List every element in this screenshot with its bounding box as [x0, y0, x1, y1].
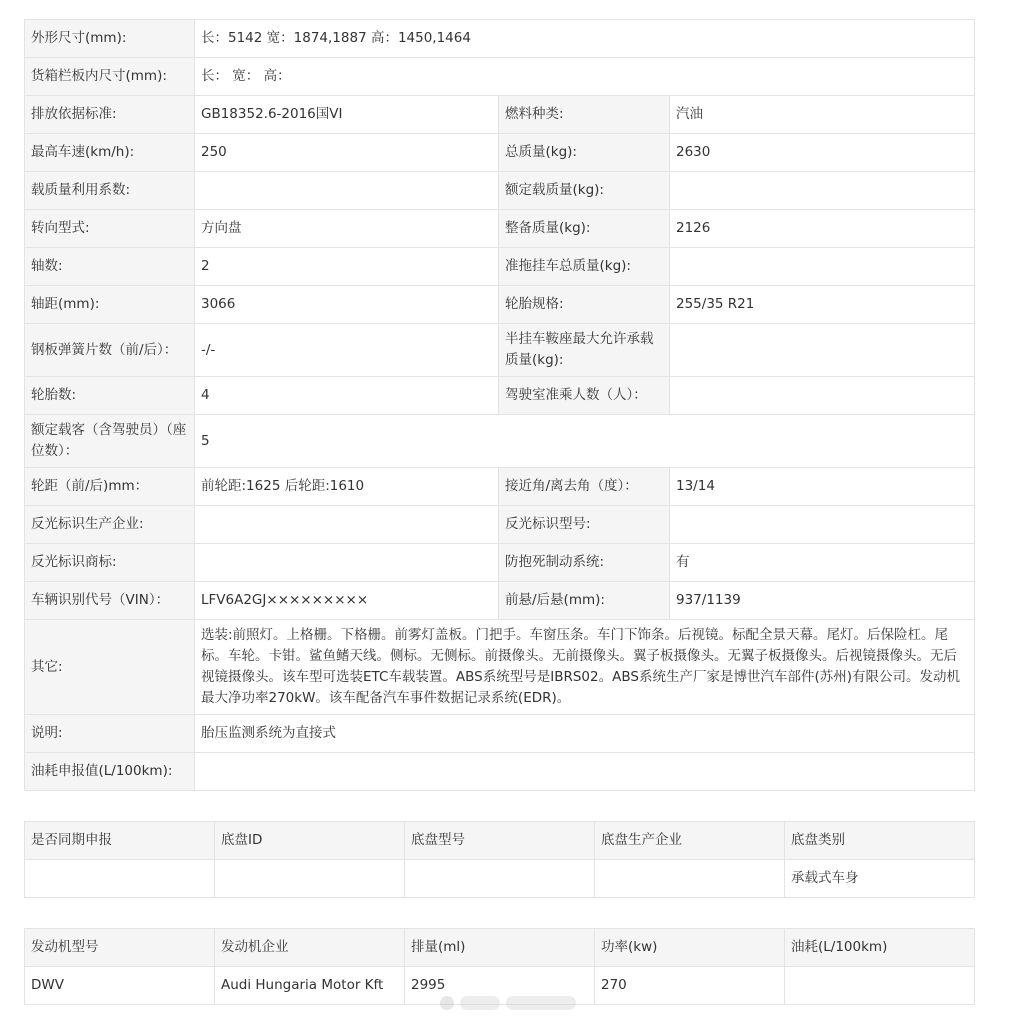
emission-value: GB18352.6-2016国VI [195, 96, 499, 134]
abs-value: 有 [670, 544, 975, 582]
spec-row [25, 468, 975, 506]
cab-seats-label: 驾驶室准乘人数（人）： [499, 377, 670, 415]
chassis-data-row [25, 860, 975, 898]
spec-row [25, 506, 975, 544]
leaf-spring-value: -/- [195, 324, 499, 377]
spec-row [25, 172, 975, 210]
dims-value: 长：5142 宽：1874,1887 高：1450,1464 [195, 20, 975, 58]
chassis-header-cell: 是否同期申报 [25, 822, 215, 860]
engine-cell: 270 [595, 967, 785, 1005]
saddle-load-label: 半挂车鞍座最大允许承载质量(kg): [499, 324, 670, 377]
spec-row [25, 715, 975, 753]
note-label: 说明: [25, 715, 195, 753]
speed-label: 最高车速(km/h): [25, 134, 195, 172]
spec-row [25, 210, 975, 248]
reflect-brand-label: 反光标识商标: [25, 544, 195, 582]
cargo-label: 货箱栏板内尺寸(mm): [25, 58, 195, 96]
spec-row [25, 20, 975, 58]
chassis-cell: 承载式车身 [785, 860, 975, 898]
chassis-cell [25, 860, 215, 898]
passengers-value: 5 [195, 415, 975, 468]
cargo-value: 长： 宽： 高： [195, 58, 975, 96]
total-mass-value: 2630 [670, 134, 975, 172]
reflect-brand-value [195, 544, 499, 582]
wheelbase-value: 3066 [195, 286, 499, 324]
spec-row [25, 544, 975, 582]
abs-label: 防抱死制动系统: [499, 544, 670, 582]
rated-load-label: 额定载质量(kg): [499, 172, 670, 210]
axles-label: 轴数: [25, 248, 195, 286]
engine-header-cell: 排量(ml) [405, 929, 595, 967]
engine-header-cell: 油耗(L/100km) [785, 929, 975, 967]
chassis-header-row [25, 822, 975, 860]
spec-row [25, 415, 975, 468]
overhang-label: 前悬/后悬(mm): [499, 582, 670, 620]
dims-label: 外形尺寸(mm): [25, 20, 195, 58]
saddle-load-value [670, 324, 975, 377]
reflect-maker-value [195, 506, 499, 544]
consumption-value [195, 753, 975, 791]
spec-row [25, 377, 975, 415]
other-value: 选装:前照灯。上格栅。下格栅。前雾灯盖板。门把手。车窗压条。车门下饰条。后视镜。标配全景天幕。尾灯。后保险杠。尾标。车轮。卡钳。鲨鱼鳍天线。侧标。无侧标。前摄像头。无前摄像头。翼子板摄像头。无翼子板摄像头。后视镜摄像头。无后视镜摄像头。该车型可选装ETC车载装置。ABS系统型号是IBRS02。ABS系统生产厂家是博世汽车部件(苏州)有限公司。发动机最大净功率270kW。该车配备汽车事件数据记录系统(EDR)。 [195, 620, 975, 715]
spec-row [25, 286, 975, 324]
spec-row [25, 753, 975, 791]
trailer-mass-label: 准拖挂车总质量(kg): [499, 248, 670, 286]
reflect-maker-label: 反光标识生产企业: [25, 506, 195, 544]
overhang-value: 937/1139 [670, 582, 975, 620]
spec-row [25, 582, 975, 620]
leaf-spring-label: 钢板弹簧片数（前/后）： [25, 324, 195, 377]
other-label: 其它: [25, 620, 195, 715]
passengers-label: 额定载客（含驾驶员）（座位数）： [25, 415, 195, 468]
vin-value: LFV6A2GJ××××××××× [195, 582, 499, 620]
chassis-header-cell: 底盘ID [215, 822, 405, 860]
steering-value: 方向盘 [195, 210, 499, 248]
reflect-model-value [670, 506, 975, 544]
consumption-label: 油耗申报值(L/100km): [25, 753, 195, 791]
note-value: 胎压监测系统为直接式 [195, 715, 975, 753]
emission-label: 排放依据标准: [25, 96, 195, 134]
total-mass-label: 总质量(kg): [499, 134, 670, 172]
vehicle-spec-table [24, 19, 975, 791]
chassis-cell [405, 860, 595, 898]
curb-mass-label: 整备质量(kg): [499, 210, 670, 248]
track-label: 轮距（前/后)mm： [25, 468, 195, 506]
chassis-header-cell: 底盘类别 [785, 822, 975, 860]
load-util-label: 载质量利用系数: [25, 172, 195, 210]
angles-label: 接近角/离去角（度）： [499, 468, 670, 506]
tires-label: 轮胎数: [25, 377, 195, 415]
spec-row [25, 620, 975, 715]
speed-value: 250 [195, 134, 499, 172]
engine-cell [785, 967, 975, 1005]
chassis-header-cell: 底盘型号 [405, 822, 595, 860]
track-value: 前轮距:1625 后轮距:1610 [195, 468, 499, 506]
chassis-cell [215, 860, 405, 898]
chassis-header-cell: 底盘生产企业 [595, 822, 785, 860]
spec-row [25, 96, 975, 134]
vin-label: 车辆识别代号（VIN）： [25, 582, 195, 620]
fuel-label: 燃料种类: [499, 96, 670, 134]
curb-mass-value: 2126 [670, 210, 975, 248]
engine-header-cell: 功率(kw) [595, 929, 785, 967]
load-util-value [195, 172, 499, 210]
tires-value: 4 [195, 377, 499, 415]
trailer-mass-value [670, 248, 975, 286]
watermark-logo-icon [440, 996, 454, 1010]
fuel-value: 汽油 [670, 96, 975, 134]
engine-cell: DWV [25, 967, 215, 1005]
engine-header-cell: 发动机企业 [215, 929, 405, 967]
angles-value: 13/14 [670, 468, 975, 506]
chassis-table [24, 821, 975, 898]
axles-value: 2 [195, 248, 499, 286]
watermark-bar [506, 996, 576, 1010]
tire-spec-value: 255/35 R21 [670, 286, 975, 324]
tire-spec-label: 轮胎规格: [499, 286, 670, 324]
chassis-cell [595, 860, 785, 898]
cab-seats-value [670, 377, 975, 415]
spec-row [25, 134, 975, 172]
wheelbase-label: 轴距(mm): [25, 286, 195, 324]
steering-label: 转向型式: [25, 210, 195, 248]
engine-cell: Audi Hungaria Motor Kft [215, 967, 405, 1005]
engine-cell: 2995 [405, 967, 595, 1005]
watermark-bar [460, 996, 500, 1010]
spec-row [25, 324, 975, 377]
spec-row [25, 248, 975, 286]
watermark [440, 992, 590, 1014]
rated-load-value [670, 172, 975, 210]
spec-row [25, 58, 975, 96]
engine-header-cell: 发动机型号 [25, 929, 215, 967]
engine-header-row [25, 929, 975, 967]
reflect-model-label: 反光标识型号: [499, 506, 670, 544]
